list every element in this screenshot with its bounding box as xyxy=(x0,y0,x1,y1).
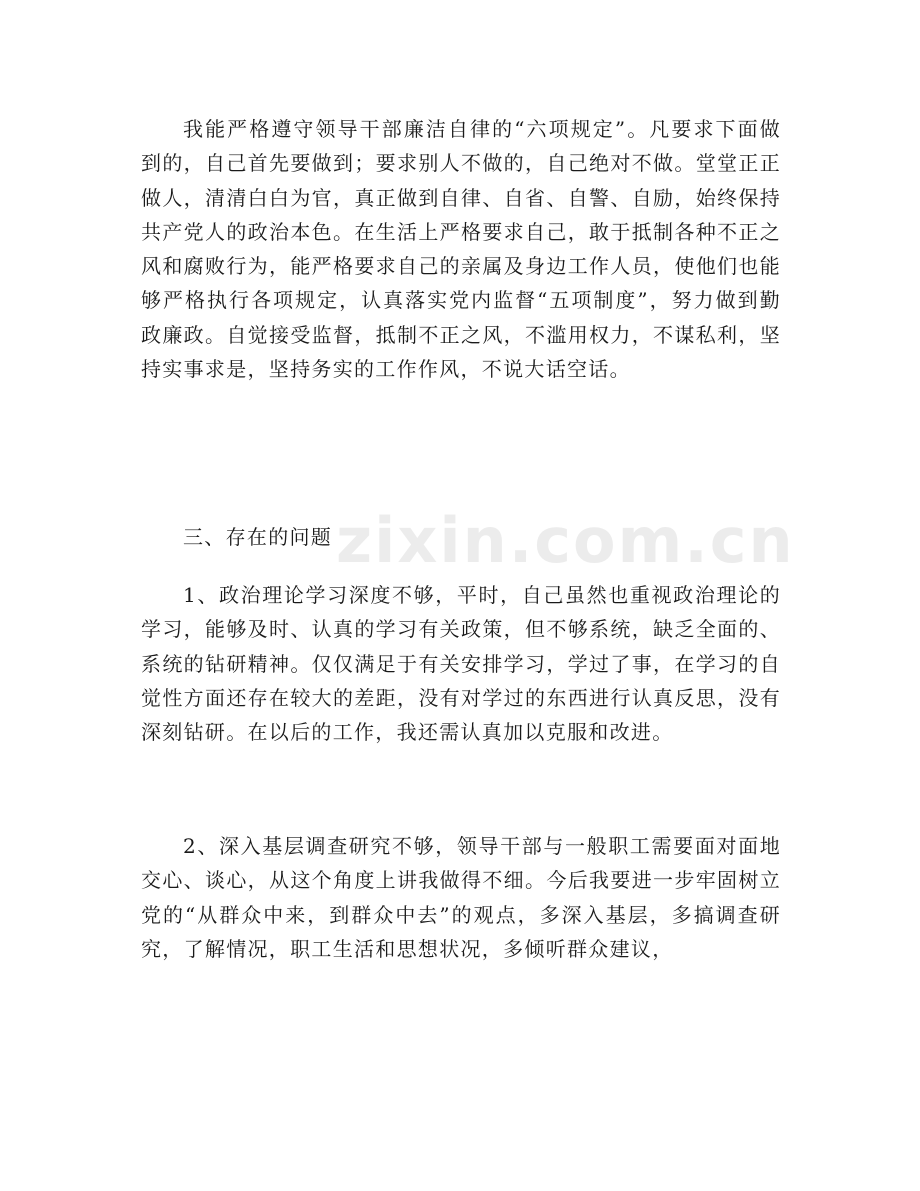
section-heading-problems: 三、存在的问题 xyxy=(183,525,333,549)
paragraph-self-discipline: 我能严格遵守领导干部廉洁自律的“六项规定”。凡要求下面做到的，自己首先要做到；要求别人不做的，自己绝对不做。堂堂正正做人，清清白白为官，真正做到自律、自省、自警、自励，始终保持共产党人的政治本色。在生活上严格要求自己，敢于抵制各种不正之风和腐败行为，能严格要求自己的亲属及身边工作人员，使他们也能够严格执行各项规定，认真落实党内监督“五项制度”，努力做到勤政廉政。自觉接受监督，抵制不正之风，不滥用权力，不谋私利，坚持实事求是，坚持务实的工作作风，不说大话空话。 xyxy=(141,117,781,382)
paragraph-problem-2: 2、深入基层调查研究不够，领导干部与一般职工需要面对面地交心、谈心，从这个角度上讲我做得不细。今后我要进一步牢固树立党的“从群众中来，到群众中去”的观点，多深入基层，多搞调查研究，了解情况，职工生活和思想状况，多倾听群众建议， xyxy=(141,834,781,961)
watermark: zixin.com.cn xyxy=(336,504,795,577)
paragraph-problem-1: 1、政治理论学习深度不够，平时，自己虽然也重视政治理论的学习，能够及时、认真的学习有关政策，但不够系统，缺乏全面的、系统的钻研精神。仅仅满足于有关安排学习，学过了事，在学习的自觉性方面还存在较大的差距，没有对学过的东西进行认真反思，没有深刻钻研。在以后的工作，我还需认真加以克服和改进。 xyxy=(141,583,781,745)
